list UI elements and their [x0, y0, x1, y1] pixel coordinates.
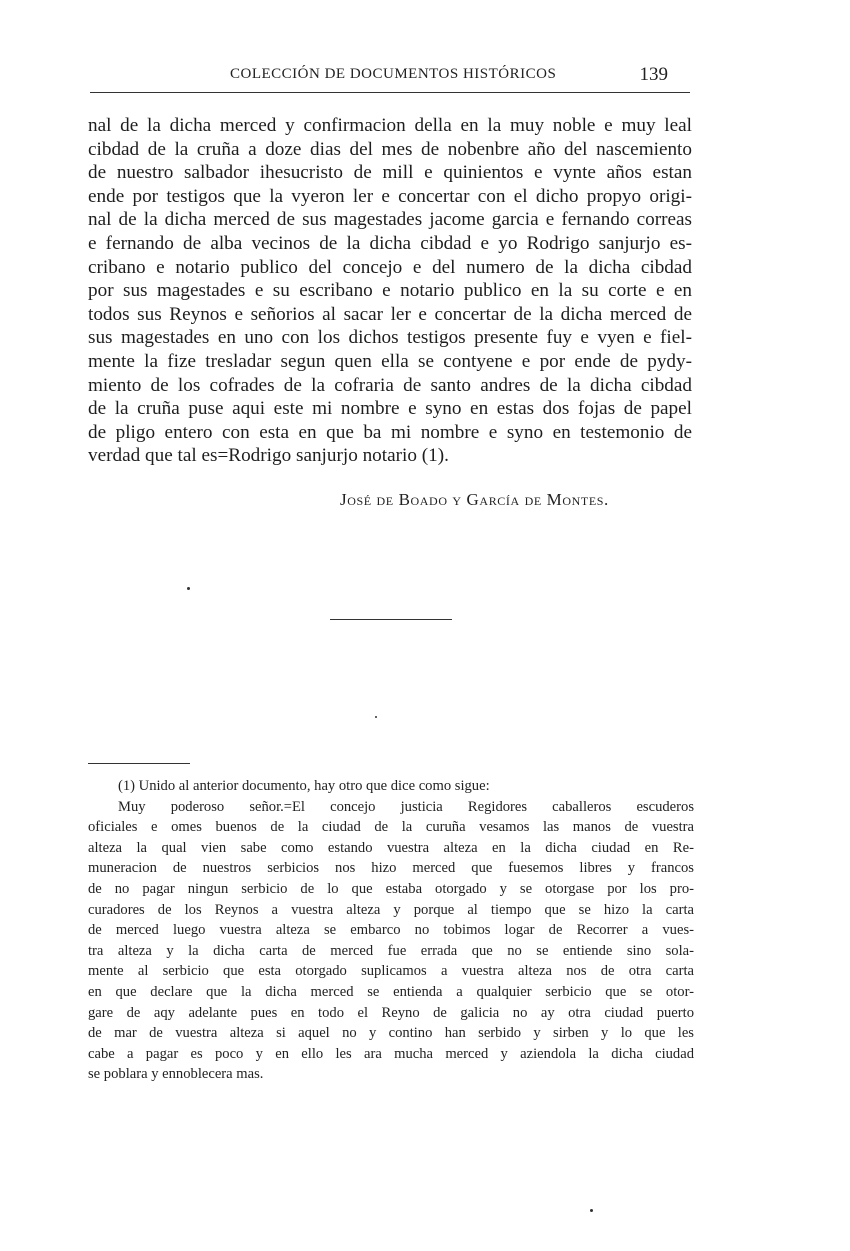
text-line: por sus magestades e su escribano e notario publico en la su corte e en — [88, 280, 692, 302]
footnote-line: de merced luego vuestra alteza se embarco no tobimos logar de Recorrer a vues- — [88, 922, 694, 939]
footnote-line: oficiales e omes buenos de la ciudad de la curuña vesamos las manos de vuestra — [88, 819, 694, 836]
ink-speck — [590, 1209, 593, 1212]
text-line: sus magestades en uno con los dichos testigos presente fuy e vyen e fiel- — [88, 327, 692, 349]
footnote — [88, 776, 694, 1085]
text-line: todos sus Reynos e señorios al sacar ler e concertar de la dicha merced de — [88, 303, 692, 325]
footnote-line: se poblara y ennoblecera mas. — [88, 1066, 264, 1083]
text-line: de la cruña puse aqui este mi nombre e syno en estas dos fojas de papel — [88, 398, 692, 420]
footnote-line: cabe a pagar es poco y en ello les ara mucha merced y aziendola la dicha ciudad — [88, 1045, 694, 1062]
running-title: COLECCIÓN DE DOCUMENTOS HISTÓRICOS — [230, 66, 557, 82]
ink-speck — [187, 587, 190, 590]
text-line: miento de los cofrades de la cofraria de santo andres de la dicha cibdad — [88, 374, 692, 396]
text-line: de pligo entero con esta en que ba mi nombre e syno en testemonio de — [88, 421, 692, 443]
footnote-line: gare de aqy adelante pues en todo el Reyno de galicia no ay otra ciudad puerto — [88, 1004, 694, 1021]
footnote-line: (1) Unido al anterior documento, hay otro que dice como sigue: — [118, 778, 490, 794]
footnote-line: mente al serbicio que esta otorgado suplicamos a vuestra alteza nos de otra carta — [88, 963, 694, 980]
author-signature: José de Boado y García de Montes. — [340, 490, 609, 509]
text-line: mente la fize tresladar segun quen ella se contyene e por ende de pydy- — [88, 350, 692, 372]
text-line: cibdad de la cruña a doze dias del mes de nobenbre año del nascemiento — [88, 138, 692, 160]
text-line: ende por testigos que la vyeron ler e concertar con el dicho propyo origi- — [88, 185, 692, 207]
text-line: verdad que tal es=Rodrigo sanjurjo notario (1). — [88, 445, 449, 467]
text-line: e fernando de alba vecinos de la dicha cibdad e yo Rodrigo sanjurjo es- — [88, 232, 692, 254]
header-rule — [90, 92, 690, 93]
footnote-line: de no pagar ningun serbicio de lo que estaba otorgado y se otorgase por los pro- — [88, 880, 694, 897]
footnote-line: curadores de los Reynos a vuestra alteza y porque al tiempo que se hizo la carta — [88, 901, 694, 918]
text-line: cribano e notario publico del concejo e del numero de la dicha cibdad — [88, 256, 692, 278]
text-line: nal de la dicha merced de sus magestades jacome garcia e fernando correas — [88, 209, 692, 231]
footnote-line: de mar de vuestra alteza si aquel no y contino han serbido y sirben y lo que les — [88, 1025, 694, 1042]
footnote-line: Muy poderoso señor.=El concejo justicia Regidores caballeros escuderos — [118, 798, 694, 815]
footnote-rule — [88, 763, 190, 764]
ink-speck — [375, 716, 377, 718]
footnote-line: muneracion de nuestros serbicios nos hizo merced que fuesemos libres y francos — [88, 860, 694, 877]
page-number: 139 — [639, 64, 668, 85]
text-line: de nuestro salbador ihesucristo de mill e quinientos e vynte años estan — [88, 162, 692, 184]
footnote-line: tra alteza y la dicha carta de merced fue errada que no se entiende sino sola- — [88, 942, 694, 959]
footnote-line: en que declare que la dicha merced se entienda a qualquier serbicio que se otor- — [88, 983, 694, 1000]
text-line: nal de la dicha merced y confirmacion della en la muy noble e muy leal — [88, 115, 692, 136]
running-header — [90, 64, 690, 90]
section-separator — [330, 619, 452, 620]
main-text — [88, 114, 692, 468]
footnote-line: alteza la qual vien sabe como estando vuestra alteza en la dicha ciudad en Re- — [88, 839, 694, 856]
